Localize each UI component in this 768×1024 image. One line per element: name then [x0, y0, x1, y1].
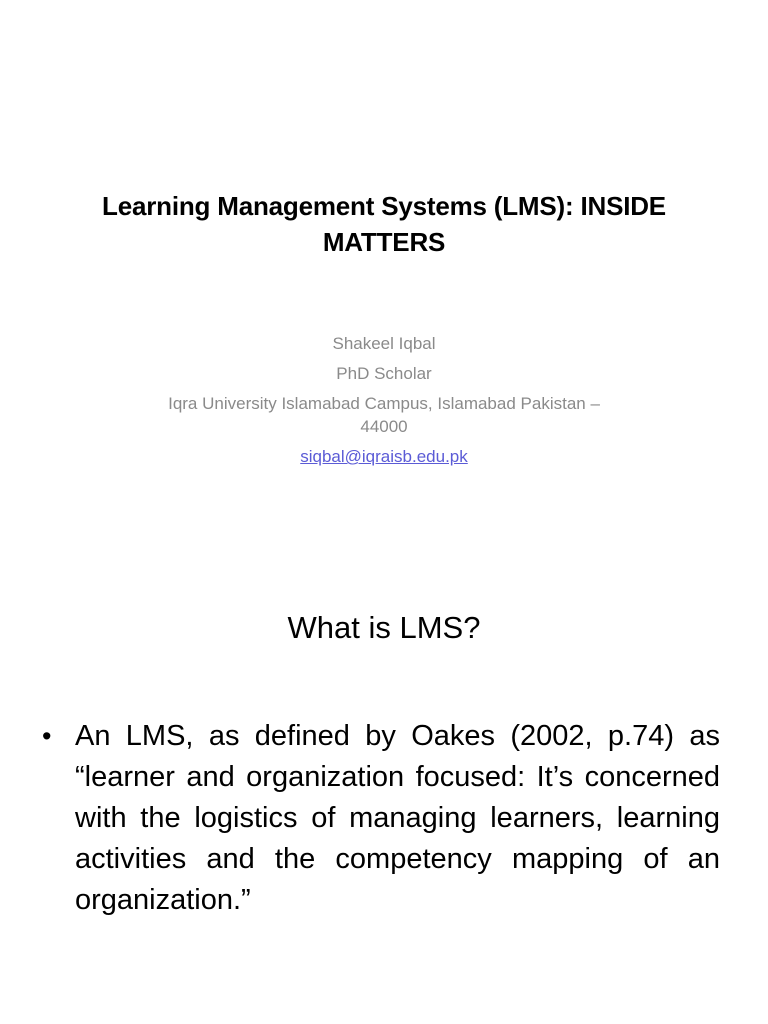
affiliation-line-2: 44000 [360, 417, 408, 436]
author-info [120, 332, 648, 469]
author-name: Shakeel Iqbal [332, 334, 436, 353]
slide-heading: What is LMS? [287, 610, 481, 645]
presentation-title [60, 188, 708, 260]
bullet-text: An LMS, as defined by Oakes (2002, p.74) as “learner and organization focused: It’s concerned with the logistics of managing learners, learning activities and the competency mapping of an organization.” [75, 720, 720, 916]
author-role: PhD Scholar [336, 364, 432, 383]
author-affiliation [120, 392, 648, 438]
affiliation-line-1: Iqra University Islamabad Campus, Islamabad Pakistan – [168, 394, 600, 413]
bullet-list [40, 716, 720, 921]
author-email-link[interactable]: siqbal@iqraisb.edu.pk [300, 447, 468, 466]
title-line-1: Learning Management Systems (LMS): INSIDE [102, 191, 666, 221]
bullet-item [40, 716, 720, 921]
content-slide [0, 576, 768, 1024]
title-line-2: MATTERS [322, 227, 446, 257]
bullet-dot-icon: • [42, 721, 52, 751]
